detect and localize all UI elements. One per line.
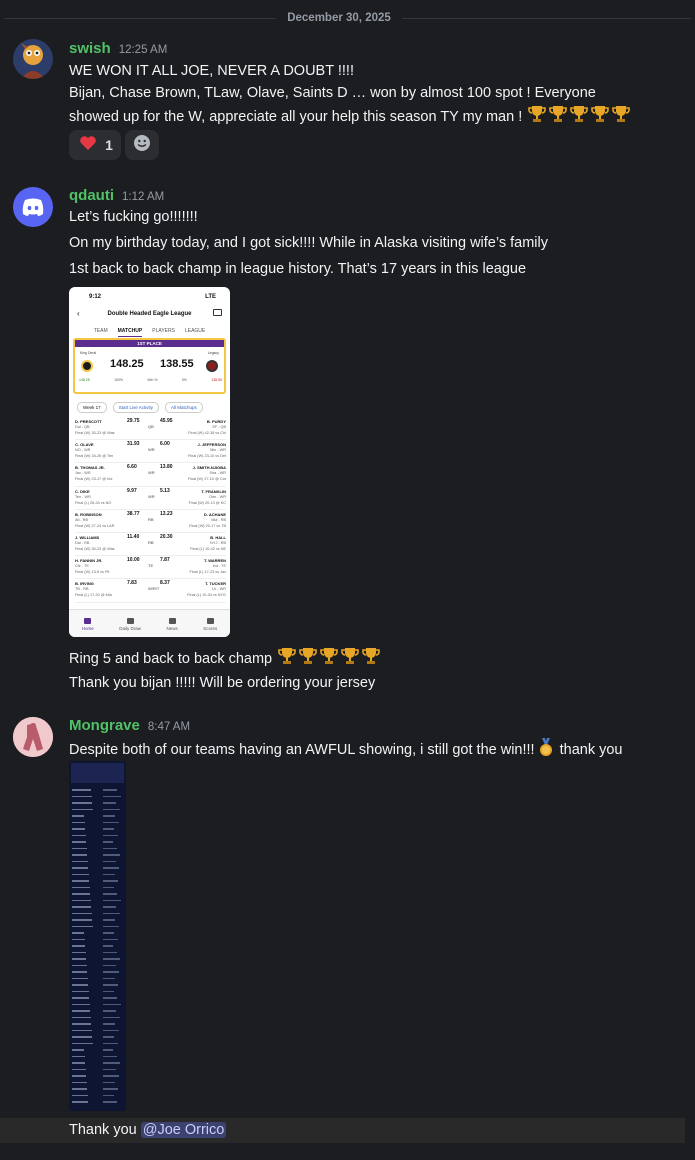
attachment-text-line [72,854,87,856]
lineup-cell-ls: Ten - WR [75,494,91,499]
place-banner: 1ST PLACE [75,340,224,347]
attachment-text-line [103,1017,120,1019]
lineup-cell-l: B. IRVING [75,581,94,587]
lineup-cell-r: T. WARREN [204,558,226,564]
image-attachment-matchup[interactable] [69,287,230,637]
reaction-count: 1 [105,137,113,153]
attachment-text-line [72,1069,86,1071]
lineup-cell-ls: Atl - RB [75,517,89,522]
lineup-cell-lg: Final (W) 13-6 vs Pit [75,570,110,575]
chat-icon [213,309,222,316]
attachment-text-line [103,1088,118,1090]
lineup-cell-pos: RB [148,539,154,545]
attachment-text-line [72,815,84,817]
lineup-cell-lp: 29.75 [127,418,140,424]
lineup-cell-l: B. THOMAS JR. [75,465,105,471]
lineup-cell-rg: Final (L) 10-42 vs NE [190,546,226,551]
lineup-cell-rs: LV - WR [211,587,226,592]
attachment-text-line [72,874,89,876]
attachment-text-line [72,1095,88,1097]
nav-news: News [166,618,177,631]
attachment-text-line [72,867,88,869]
attachment-text-line [103,1023,115,1025]
trophy-icon [590,104,610,130]
lineup-cell-lp: 31.93 [127,441,140,448]
attachment-text-line [72,841,86,843]
discord-logo-icon [13,187,53,227]
team-right-logo [206,360,218,372]
lineup-cell-lp: 11.40 [127,533,140,540]
attachment-text-line [103,1049,113,1051]
attachment-text-line [72,1043,93,1045]
lineup-row [75,556,226,579]
lineup-cell-rp: 13.23 [160,510,173,517]
attachment-header [71,763,124,783]
nav-home: Home [82,618,94,631]
attachment-text-line [103,848,117,850]
attachment-text-line [103,1075,119,1077]
lineup-cell-rp: 5.13 [160,487,170,494]
attachment-text-line [103,841,113,843]
lineup-cell-l: C. DIKE [75,488,90,494]
attachment-text-line [72,1030,92,1032]
lineup-cell-lp: 7.83 [127,580,137,587]
lineup-cell-rg: Final (L) 10-34 vs NYG [187,593,226,598]
lineup-cell-rg: Final (W) 23-10 vs Det [188,454,226,459]
date-divider-label: December 30, 2025 [287,12,391,24]
lineup-cell-pos: WR [148,470,155,476]
message-text: showed up for the W, appreciate all your help this season TY my man ! [69,109,523,125]
proj-right: 138.55 [211,378,222,382]
tab-team: TEAM [93,328,108,334]
team-right-name: Legacy [207,351,219,355]
attachment-text-line [72,796,92,798]
attachment-text-line [72,958,86,960]
lineup-cell-lg: Final (W) 34-26 @ Ten [75,454,114,459]
attachment-text-line [103,867,119,869]
attachment-text-line [103,835,118,837]
attachment-text-line [103,1056,117,1058]
trophy-icon [340,646,360,672]
trophy-icon [319,646,339,672]
trophy-icon [277,646,297,672]
lineup-cell-rs: NYJ - RB [210,540,226,545]
lineup-cell-r: B. HALL [210,534,226,540]
win-prob-row [79,378,222,382]
attachment-text-line [103,887,114,889]
attachment-text-line [72,945,85,947]
attachment-text-line [103,1036,114,1038]
attachment-text-line [103,874,115,876]
attachment-text-line [103,978,115,980]
lineup-cell-r: B. PURDY [206,419,226,424]
lineup-cell-r: J. SMITH-NJIGBA [192,465,226,471]
lineup-cell-rs: Den - WR [209,494,226,499]
attachment-text-line [72,822,85,824]
attachment-text-line [72,1023,91,1025]
score-right: 138.55 [160,358,194,370]
message-header [69,717,190,734]
lineup-cell-lg: Final (W) 30-23 @ Was [75,431,115,435]
attachment-text-line [72,952,86,954]
score-left: 148.25 [110,358,144,370]
attachment-text-line [72,1004,90,1006]
lineup-cell-rs: Sea - WR [209,471,226,476]
lineup-row [75,487,226,510]
live-activity-chip: Start Live Activity [113,402,159,413]
avatar-qdauti[interactable] [13,187,53,227]
lineup-cell-rp: 20.30 [160,533,173,540]
lineup-cell-pos: QB [148,424,154,429]
lineup-cell-ls: Dal - QB [75,425,90,429]
attachment-text-line [72,1036,92,1038]
reaction-heart[interactable] [69,130,121,160]
lineup-cell-rg: Final (W) 42-38 vs Chi [188,431,226,435]
attachment-text-line [103,939,118,941]
attachment-text-line [103,880,118,882]
lineup-cell-pos: RB [148,516,154,522]
nav-daily-draw: Daily Draw [119,618,141,631]
lineup-cell-lg: Final (W) 27-24 vs LAR [75,523,115,528]
attachment-text-line [103,802,116,804]
lineup-cell-l: B. ROBINSON [75,511,102,517]
avatar-image [13,717,53,757]
trophy-icon [548,104,568,130]
attachment-text-line [103,1010,116,1012]
lineup-cell-lg: Final (W) 23-17 @ Ind [75,477,113,482]
attachment-text-line [103,796,121,798]
attachment-text-line [72,809,93,811]
league-title: Double Headed Eagle League [107,311,192,317]
attachment-text-line [103,789,117,791]
attachment-text-line [72,939,85,941]
attachment-text-line [72,880,89,882]
lineup-cell-r: T. TUCKER [205,581,226,587]
lineup-cell-ls: Jax - WR [75,471,91,476]
lineup-cell-pos: TE [148,563,154,569]
attachment-text-line [103,1095,114,1097]
medal-icon [536,737,556,763]
attachment-text-line [72,984,88,986]
attachment-text-line [103,991,114,993]
attachment-text-line [103,828,114,830]
message-line-with-emoji [69,104,631,130]
attachment-text-line [72,1088,87,1090]
proj-left: 148.25 [79,378,90,382]
lineup-row [75,533,226,556]
lineup-cell-rg: Final (W) 20-13 @ KC [188,500,226,505]
add-reaction-button[interactable] [125,130,159,160]
attachment-text-line [72,1075,86,1077]
bottom-nav [69,609,230,637]
message-text: Despite both of our teams having an AWFUL showing, i still got the win!!! [69,742,535,758]
avatar-swish[interactable] [13,39,53,79]
lineup-cell-pos: WR [148,447,155,453]
divider-line [4,18,276,19]
lineup-cell-ls: NO - WR [75,448,91,453]
message-line-with-mention [69,1120,226,1140]
timestamp[interactable]: 8:47 AM [147,721,191,733]
lineup-cell-rp: 7.87 [160,557,170,564]
lineup-cell-rs: Mia - RB [211,517,226,522]
heart-icon [79,135,97,155]
date-divider [0,10,695,26]
lineup-row [75,579,226,602]
attachment-text-line [72,978,88,980]
attachment-text-line [103,913,120,915]
lineup-cell-l: H. FANNIN JR. [75,558,103,564]
lineup-cell-lg: Final (L) 17-20 @ Mia [75,593,112,598]
attachment-text-line [103,822,119,824]
lineup-cell-rp: 6.00 [160,441,170,448]
lineup-cell-rg: Final (L) 17-23 vs Jax [189,570,226,575]
attachment-text-line [72,1062,85,1064]
attachment-text-line [103,1101,117,1103]
message-header [69,187,164,204]
lineup-row [75,510,226,533]
attachment-text-line [103,952,117,954]
attachment-text-line [72,906,91,908]
message-header [69,40,167,57]
all-matchups-chip: All Matchups [165,402,203,413]
message-line-with-emoji [69,646,381,672]
message-line: Thank you bijan !!!!! Will be ordering your jersey [69,675,376,691]
lineup-cell-rs: Ind - TE [212,564,226,569]
attachment-text-line [103,965,116,967]
team-left-logo [81,360,93,372]
lineup-cell-rp: 45.95 [160,418,173,424]
attachment-text-line [103,1082,115,1084]
attachment-text-line [72,997,89,999]
lineup-rows [75,417,226,603]
attachment-text-line [72,991,89,993]
attachment-text-line [72,848,87,850]
attachment-text-line [103,893,117,895]
attachment-text-line [103,926,119,928]
divider-line [402,18,691,19]
attachment-text-line [72,1082,87,1084]
message-line: 1st back to back champ in league history. That’s 17 years in this league [69,261,527,277]
attachment-text-line [103,971,119,973]
attachment-text-line [103,854,120,856]
message-line-with-emoji [69,737,623,763]
attachment-text-line [72,965,87,967]
back-icon: ‹ [77,309,80,318]
trophy-icon [361,646,381,672]
lineup-cell-pos: W/R/T [148,586,160,592]
nav-scores: Scores [203,618,217,631]
user-mention[interactable]: @Joe Orrico [142,1122,225,1138]
add-reaction-icon [133,134,151,156]
attachment-text-line [103,1004,121,1006]
attachment-text-line [103,919,115,921]
message-text: Thank you [69,1122,137,1138]
trophy-icon [569,104,589,130]
avatar-image [13,39,53,79]
attachment-text-line [103,809,120,811]
lineup-cell-rp: 8.37 [160,580,170,587]
lineup-cell-l: J. WILLIAMS [75,534,100,540]
lineup-cell-l: C. OLAVE [75,442,94,448]
lineup-cell-l: D. PRESCOTT [75,419,102,424]
loss-pct: 0% [181,378,187,382]
attachment-text-line [72,893,90,895]
attachment-text-line [72,1010,90,1012]
timestamp[interactable]: 1:12 AM [122,191,165,203]
message-line: On my birthday today, and I got sick!!!! While in Alaska visiting wife’s family [69,235,548,251]
lineup-cell-rs: Min - WR [210,448,226,453]
attachment-text-line [72,900,91,902]
image-attachment-dark[interactable] [69,761,126,1111]
lineup-cell-r: D. ACHANE [203,511,226,517]
win-label: Win % [147,378,158,382]
lineup-cell-ls: TB - RB [75,587,89,592]
attachment-text-line [103,984,118,986]
status-time: 9:12 [89,294,102,300]
trophy-icon [298,646,318,672]
attachment-text-line [72,1101,88,1103]
tab-matchup: MATCHUP [118,328,143,337]
attachment-text-line [72,802,92,804]
win-pct: 100% [114,378,124,382]
lineup-cell-rg: Final (W) 20-17 vs TB [189,523,226,528]
trophy-icon [527,104,547,130]
attachment-text-line [103,900,121,902]
attachment-text-line [103,1062,120,1064]
lineup-cell-r: T. FRANKLIN [201,488,226,494]
lineup-cell-lp: 10.00 [127,557,140,564]
timestamp[interactable]: 12:25 AM [118,44,168,56]
attachment-text-line [72,1056,85,1058]
username[interactable]: swish [69,40,111,57]
lineup-cell-r: J. JEFFERSON [197,442,226,448]
attachment-text-line [72,913,92,915]
tab-league: LEAGUE [184,328,206,334]
attachment-text-line [103,1043,118,1045]
attachment-text-line [72,926,93,928]
status-network: LTE [205,294,216,300]
lineup-row [75,417,226,440]
lineup-cell-lp: 6.60 [127,464,137,471]
attachment-text-line [103,997,117,999]
lineup-cell-lg: Final (L) 26-34 vs NO [75,500,112,505]
attachment-text-line [72,932,84,934]
lineup-cell-lp: 9.97 [127,487,137,494]
username[interactable]: qdauti [69,187,114,204]
lineup-cell-ls: Dal - RB [75,540,90,545]
attachment-text-line [103,861,116,863]
lineup-cell-lg: Final (W) 30-23 @ Was [75,546,115,551]
message-text: thank you [559,742,623,758]
attachment-text-line [103,906,116,908]
week-chip: Week 17 [77,402,107,413]
message-line: Bijan, Chase Brown, TLaw, Olave, Saints D … won by almost 100 spot ! Everyone [69,85,596,101]
attachment-text-line [72,887,90,889]
score-card [73,338,226,394]
lineup-cell-ls: Cle - TE [75,564,89,569]
attachment-text-line [103,1069,116,1071]
lineup-cell-lp: 38.77 [127,510,140,517]
attachment-text-line [72,861,88,863]
team-left-name: King Deuti [80,351,97,355]
trophy-icon [611,104,631,130]
attachment-text-line [72,1017,91,1019]
attachment-text-line [72,835,86,837]
matchup-chips [77,402,203,413]
username[interactable]: Mongrave [69,717,140,734]
attachment-text-line [103,1030,119,1032]
avatar-mongrave[interactable] [13,717,53,757]
lineup-cell-rs: SF - QB [212,425,226,429]
message-line: WE WON IT ALL JOE, NEVER A DOUBT !!!! [69,63,354,79]
matchup-tabs [69,328,230,337]
message-line: Let’s fucking go!!!!!!! [69,209,198,225]
attachment-text-line [72,919,92,921]
message-text: Ring 5 and back to back champ [69,651,273,667]
attachment-text-line [72,828,85,830]
attachment-text-line [103,932,114,934]
lineup-cell-pos: WR [148,493,155,499]
attachment-text-line [103,958,120,960]
attachment-text-line [103,945,113,947]
tab-players: PLAYERS [152,328,175,334]
lineup-cell-rg: Final (W) 27-10 @ Car [187,477,226,482]
lineup-row [75,463,226,486]
attachment-text-line [72,789,91,791]
attachment-text-line [72,1049,84,1051]
attachment-text-line [72,971,87,973]
lineup-cell-rp: 13.80 [160,464,173,471]
lineup-row [75,440,226,463]
attachment-text-line [103,815,115,817]
